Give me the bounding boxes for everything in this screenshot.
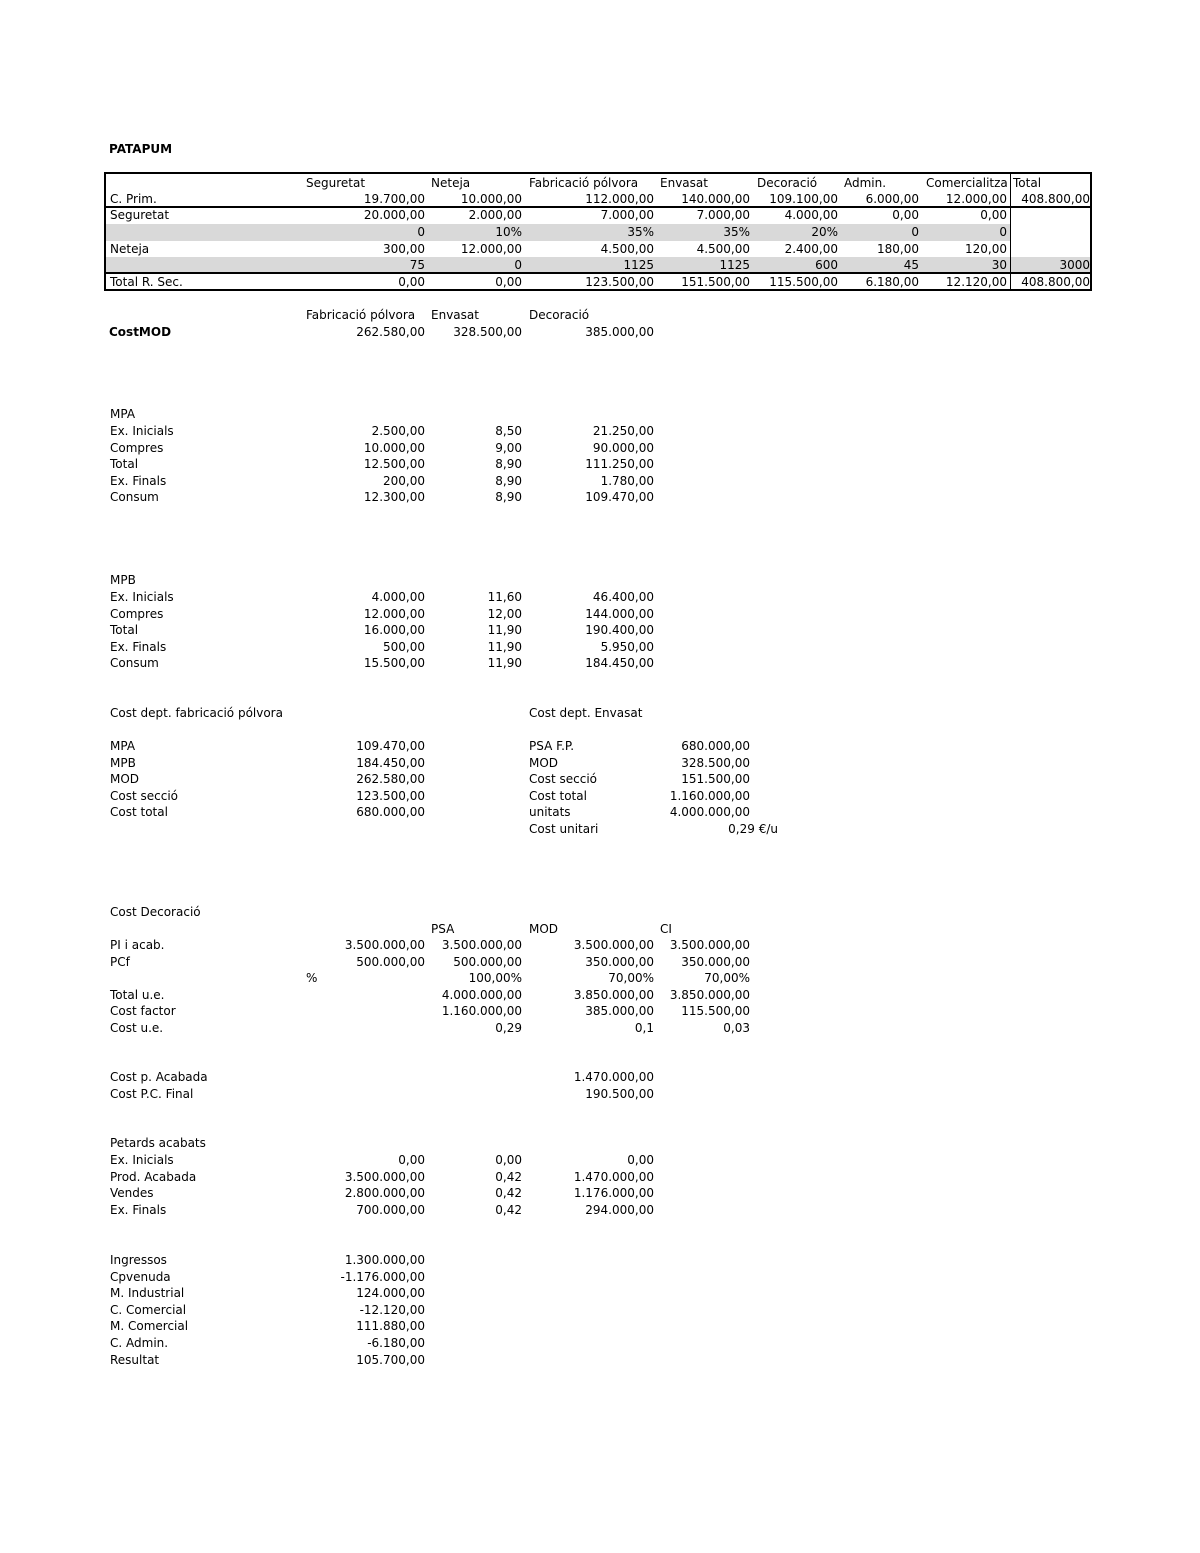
value-cell: 1.160.000,00 <box>669 788 750 803</box>
value-cell: 680.000,00 <box>681 739 750 753</box>
row-label: Ex. Finals <box>110 1202 167 1217</box>
table-cell: 0 <box>911 225 919 239</box>
row-label: Neteja <box>110 242 150 256</box>
cost-fab-title: Cost dept. fabricació pólvora <box>110 706 283 720</box>
table-cell: 4.000,00 <box>784 208 838 222</box>
psa-cell: 1.160.000,00 <box>441 1004 522 1019</box>
petards-title: Petards acabats <box>110 1136 206 1150</box>
row-label: C. Comercial <box>110 1302 187 1317</box>
value-cell: 262.580,00 <box>356 772 425 787</box>
table-cell: 115.500,00 <box>769 275 838 289</box>
row-label: Ex. Finals <box>110 473 167 488</box>
column-header: Admin. <box>844 176 887 190</box>
mod-cell: 3.500.000,00 <box>573 938 654 952</box>
mod-cell: 0,1 <box>634 1021 654 1035</box>
quantity-cell: 3.500.000,00 <box>344 1169 425 1184</box>
value-cell: 123.500,00 <box>356 788 425 803</box>
ci-cell: 3.850.000,00 <box>669 987 750 1002</box>
column-header: Envasat <box>431 308 479 322</box>
value-cell: 0,29 €/u <box>728 822 778 836</box>
value-cell: -12.120,00 <box>359 1302 425 1317</box>
row-label: Total R. Sec. <box>110 275 183 289</box>
value-cell: 1.470.000,00 <box>573 1070 654 1084</box>
psa-cell: 500.000,00 <box>453 954 522 969</box>
psa-cell: 4.000.000,00 <box>441 987 522 1002</box>
quantity-cell: 2.800.000,00 <box>344 1186 425 1201</box>
table-cell: 408.800,00 <box>1021 275 1090 289</box>
price-cell: 8,90 <box>495 473 522 488</box>
quantity-cell: 500,00 <box>383 639 425 654</box>
table-cell: 123.500,00 <box>585 275 654 289</box>
price-cell: 11,90 <box>487 639 522 654</box>
value-cell: 4.000.000,00 <box>669 805 750 820</box>
ci-cell: 115.500,00 <box>681 1004 750 1019</box>
price-cell: 8,90 <box>495 490 522 505</box>
price-cell: 11,60 <box>487 590 522 604</box>
value-cell: 109.470,00 <box>356 739 425 753</box>
value-cell: 144.000,00 <box>585 606 654 621</box>
row-label: Total u.e. <box>110 987 165 1002</box>
value-cell: 1.470.000,00 <box>573 1169 654 1184</box>
price-cell: 9,00 <box>495 440 522 455</box>
row-label: M. Industrial <box>110 1286 185 1301</box>
percent-label: % <box>306 971 318 986</box>
row-label: MPB <box>110 755 136 770</box>
value-cell: 190.500,00 <box>585 1086 654 1101</box>
column-header: Fabricació pólvora <box>529 176 639 190</box>
table-cell: 35% <box>723 225 750 239</box>
table-cell: 35% <box>627 225 654 239</box>
row-label: C. Prim. <box>110 192 157 206</box>
quantity-cell: 12.500,00 <box>363 457 425 472</box>
price-cell: 12,00 <box>487 606 522 621</box>
table-cell: 1125 <box>623 258 654 272</box>
table-cell: 0,00 <box>980 208 1007 222</box>
table-cell: 600 <box>815 258 838 272</box>
value-cell: 1.780,00 <box>600 473 654 488</box>
ci-cell: 0,03 <box>723 1021 750 1035</box>
value-cell: -1.176.000,00 <box>340 1269 425 1284</box>
quantity-cell: 15.500,00 <box>363 656 425 671</box>
column-header: Envasat <box>660 176 708 190</box>
value-cell: 328.500,00 <box>681 755 750 770</box>
table-cell: 180,00 <box>877 242 919 256</box>
table-cell: 0,00 <box>892 208 919 222</box>
value-cell: 1.300.000,00 <box>344 1253 425 1267</box>
column-header: Decoració <box>757 176 818 190</box>
column-header: Neteja <box>431 176 471 190</box>
table-cell: 140.000,00 <box>681 192 750 206</box>
row-label: Ex. Finals <box>110 639 167 654</box>
price-cell: 8,50 <box>495 424 522 438</box>
price-cell: 8,90 <box>495 457 522 472</box>
column-header: Seguretat <box>306 176 366 190</box>
table-cell: 6.000,00 <box>865 192 919 206</box>
row-label: Cost P.C. Final <box>110 1086 194 1101</box>
value-cell: 5.950,00 <box>600 639 654 654</box>
row-label: Total <box>110 457 139 472</box>
units-cell: 3.500.000,00 <box>344 938 425 952</box>
row-label: Cost total <box>529 788 587 803</box>
quantity-cell: 12.300,00 <box>363 490 425 505</box>
row-label: PI i acab. <box>110 938 165 952</box>
table-cell: 75 <box>409 258 425 272</box>
cost-mod-value: 328.500,00 <box>453 325 522 339</box>
row-label: Cost factor <box>110 1004 176 1019</box>
table-cell: 151.500,00 <box>681 275 750 289</box>
price-cell: 0,42 <box>495 1202 522 1217</box>
value-cell: 680.000,00 <box>356 805 425 820</box>
row-label: Ex. Inicials <box>110 590 174 604</box>
row-label: MOD <box>529 755 559 770</box>
row-label: Cpvenuda <box>110 1269 171 1284</box>
ci-cell: 350.000,00 <box>681 954 750 969</box>
mpb-title: MPB <box>110 573 136 587</box>
table-cell: 109.100,00 <box>769 192 838 206</box>
row-label: Compres <box>110 606 164 621</box>
value-cell: 111.250,00 <box>585 457 654 472</box>
cost-mod-label: CostMOD <box>109 325 172 339</box>
value-cell: 124.000,00 <box>356 1286 425 1301</box>
table-cell: 30 <box>991 258 1007 272</box>
row-label: Cost unitari <box>529 822 599 836</box>
value-cell: 0,00 <box>627 1153 654 1167</box>
sheet-title: PATAPUM <box>109 142 173 156</box>
column-header: Fabricació pólvora <box>306 308 416 322</box>
value-cell: 1.176.000,00 <box>573 1186 654 1201</box>
table-cell: 20% <box>811 225 838 239</box>
table-cell: 0 <box>999 225 1007 239</box>
row-label: MOD <box>110 772 140 787</box>
column-header: Decoració <box>529 308 590 322</box>
mod-cell: 70,00% <box>608 971 654 986</box>
price-cell: 0,00 <box>495 1153 522 1167</box>
column-header: CI <box>660 922 672 936</box>
row-label: Seguretat <box>110 208 170 222</box>
value-cell: 46.400,00 <box>592 590 654 604</box>
total-column-divider <box>1010 172 1011 291</box>
mod-cell: 350.000,00 <box>585 954 654 969</box>
table-cell: 0,00 <box>495 275 522 289</box>
row-label: Cost u.e. <box>110 1021 164 1035</box>
table-cell: 45 <box>903 258 919 272</box>
table-cell: 0 <box>514 258 522 272</box>
psa-cell: 0,29 <box>495 1021 522 1035</box>
table-cell: 2.400,00 <box>784 242 838 256</box>
row-label: Prod. Acabada <box>110 1169 197 1184</box>
table-cell: 20.000,00 <box>363 208 425 222</box>
psa-cell: 3.500.000,00 <box>441 938 522 952</box>
price-cell: 0,42 <box>495 1186 522 1201</box>
row-label: Cost secció <box>110 788 178 803</box>
table-cell: 300,00 <box>383 242 425 256</box>
value-cell: -6.180,00 <box>367 1336 425 1350</box>
table-cell: 10.000,00 <box>460 192 522 206</box>
column-header: PSA <box>431 922 455 936</box>
table-cell: 7.000,00 <box>696 208 750 222</box>
row-label: unitats <box>529 805 571 820</box>
cost-mod-value: 385.000,00 <box>585 325 654 339</box>
row-label: Cost p. Acabada <box>110 1070 208 1084</box>
value-cell: 105.700,00 <box>356 1352 425 1367</box>
mod-cell: 3.850.000,00 <box>573 987 654 1002</box>
row-label: Ex. Inicials <box>110 1153 174 1167</box>
table-cell: 6.180,00 <box>865 275 919 289</box>
value-cell: 151.500,00 <box>681 772 750 787</box>
quantity-cell: 12.000,00 <box>363 606 425 621</box>
price-cell: 11,90 <box>487 623 522 638</box>
value-cell: 184.450,00 <box>585 656 654 671</box>
table-cell: 19.700,00 <box>363 192 425 206</box>
table-cell: 0 <box>417 225 425 239</box>
table-cell: 7.000,00 <box>600 208 654 222</box>
table-cell: 112.000,00 <box>585 192 654 206</box>
row-label: Vendes <box>110 1186 154 1201</box>
row-label: Cost secció <box>529 772 597 787</box>
cost-env-title: Cost dept. Envasat <box>529 706 643 720</box>
value-cell: 109.470,00 <box>585 490 654 505</box>
row-label: Cost total <box>110 805 168 820</box>
quantity-cell: 700.000,00 <box>356 1202 425 1217</box>
table-cell: 2.000,00 <box>468 208 522 222</box>
table-cell: 1125 <box>719 258 750 272</box>
table-cell: 12.120,00 <box>945 275 1007 289</box>
table-cell: 0,00 <box>398 275 425 289</box>
ci-cell: 3.500.000,00 <box>669 938 750 952</box>
table-cell: 12.000,00 <box>945 192 1007 206</box>
ci-cell: 70,00% <box>704 971 750 986</box>
table-cell: 408.800,00 <box>1021 192 1090 206</box>
column-header: MOD <box>529 922 559 936</box>
quantity-cell: 16.000,00 <box>363 623 425 638</box>
cost-dec-title: Cost Decoració <box>110 905 201 919</box>
value-cell: 294.000,00 <box>585 1202 654 1217</box>
quantity-cell: 2.500,00 <box>371 424 425 438</box>
row-label: Resultat <box>110 1352 160 1367</box>
row-label: PCf <box>110 954 130 969</box>
quantity-cell: 0,00 <box>398 1153 425 1167</box>
value-cell: 190.400,00 <box>585 623 654 638</box>
row-label: Compres <box>110 440 164 455</box>
value-cell: 90.000,00 <box>592 440 654 455</box>
quantity-cell: 4.000,00 <box>371 590 425 604</box>
column-header: Total <box>1013 176 1042 190</box>
mod-cell: 385.000,00 <box>585 1004 654 1019</box>
price-cell: 11,90 <box>487 656 522 671</box>
psa-cell: 100,00% <box>468 971 522 986</box>
row-label: Total <box>110 623 139 638</box>
mpa-title: MPA <box>110 407 136 421</box>
row-label: Consum <box>110 656 159 671</box>
value-cell: 111.880,00 <box>356 1319 425 1334</box>
row-label: C. Admin. <box>110 1336 169 1350</box>
table-cell: 10% <box>495 225 522 239</box>
row-label: Ex. Inicials <box>110 424 174 438</box>
row-label: Ingressos <box>110 1253 167 1267</box>
table-cell: 3000 <box>1059 258 1090 272</box>
table-divider <box>104 272 1092 274</box>
row-label: M. Comercial <box>110 1319 189 1334</box>
row-label: PSA F.P. <box>529 739 575 753</box>
column-header: Comercialitza <box>926 176 1008 190</box>
value-cell: 184.450,00 <box>356 755 425 770</box>
table-cell: 12.000,00 <box>460 242 522 256</box>
quantity-cell: 200,00 <box>383 473 425 488</box>
cost-mod-value: 262.580,00 <box>356 325 425 339</box>
units-cell: 500.000,00 <box>356 954 425 969</box>
row-label: MPA <box>110 739 136 753</box>
table-cell: 4.500,00 <box>696 242 750 256</box>
table-cell: 4.500,00 <box>600 242 654 256</box>
quantity-cell: 10.000,00 <box>363 440 425 455</box>
value-cell: 21.250,00 <box>592 424 654 438</box>
table-cell: 120,00 <box>965 242 1007 256</box>
row-label: Consum <box>110 490 159 505</box>
price-cell: 0,42 <box>495 1169 522 1184</box>
